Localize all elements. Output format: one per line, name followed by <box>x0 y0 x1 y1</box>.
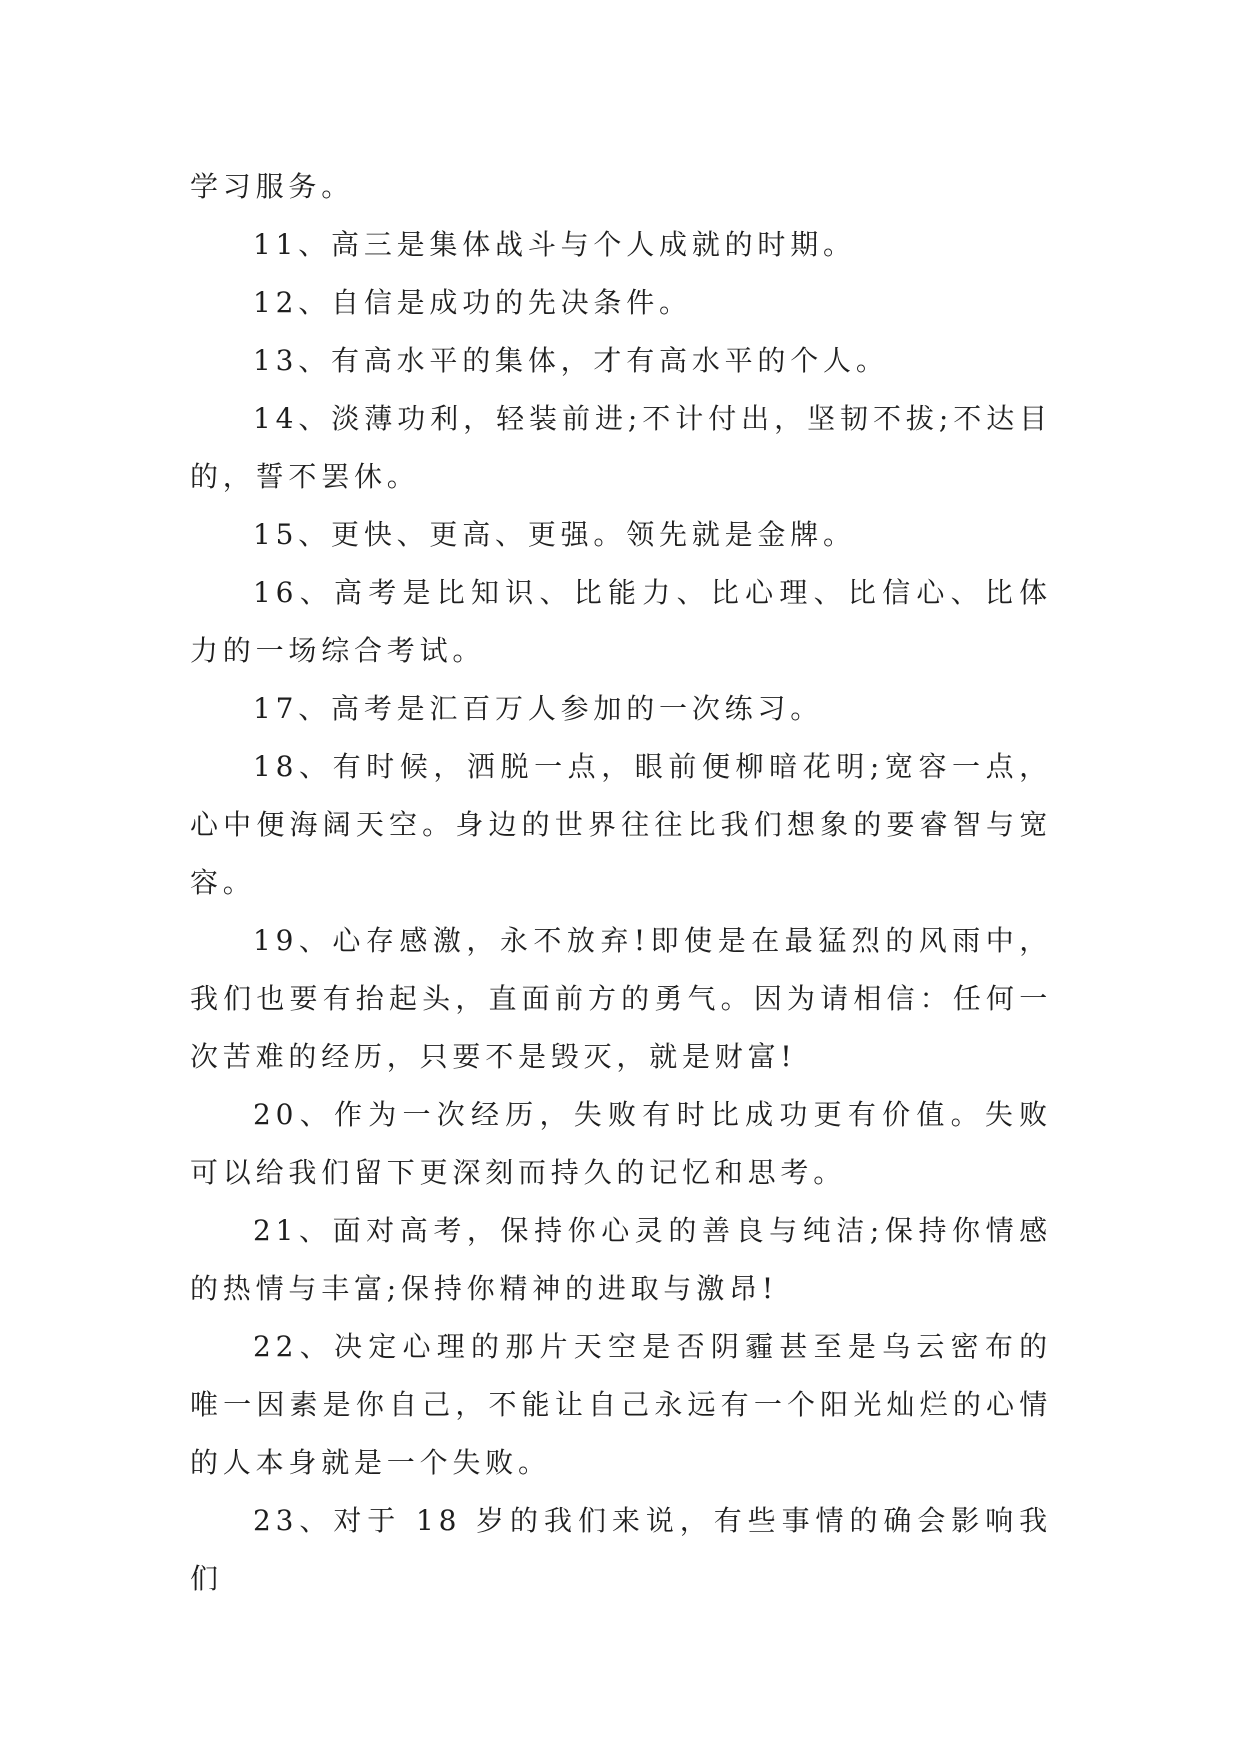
paragraph-11: 11、高三是集体战斗与个人成就的时期。 <box>253 228 856 261</box>
paragraph-13: 13、有高水平的集体，才有高水平的个人。 <box>253 344 889 377</box>
paragraph-20: 20、作为一次经历，失败有时比成功更有价值。失败可以给我们留下更深刻而持久的记忆和思考。 <box>190 1098 1052 1189</box>
paragraph-15: 15、更快、更高、更强。领先就是金牌。 <box>253 518 856 551</box>
paragraph-21: 21、面对高考，保持你心灵的善良与纯洁;保持你情感的热情与丰富;保持你精神的进取与激昂! <box>190 1214 1052 1305</box>
paragraph-23: 23、对于 18 岁的我们来说，有些事情的确会影响我们 <box>190 1504 1052 1595</box>
document-page <box>190 158 1052 1608</box>
paragraph-continuation: 学习服务。 <box>190 170 355 203</box>
paragraph-22: 22、决定心理的那片天空是否阴霾甚至是乌云密布的唯一因素是你自己，不能让自己永远有一个阳光灿烂的心情的人本身就是一个失败。 <box>190 1330 1052 1479</box>
paragraph-12: 12、自信是成功的先决条件。 <box>253 286 692 319</box>
paragraph-17: 17、高考是汇百万人参加的一次练习。 <box>253 692 824 725</box>
paragraph-16: 16、高考是比知识、比能力、比心理、比信心、比体力的一场综合考试。 <box>190 576 1052 667</box>
paragraph-19: 19、心存感激，永不放弃!即使是在最猛烈的风雨中，我们也要有抬起头，直面前方的勇气。因为请相信：任何一次苦难的经历，只要不是毁灭，就是财富! <box>190 924 1052 1073</box>
paragraph-18: 18、有时候，洒脱一点，眼前便柳暗花明;宽容一点，心中便海阔天空。身边的世界往往比我们想象的要睿智与宽容。 <box>190 750 1052 899</box>
paragraph-14: 14、淡薄功利，轻装前进;不计付出，坚韧不拔;不达目的，誓不罢休。 <box>190 402 1052 493</box>
